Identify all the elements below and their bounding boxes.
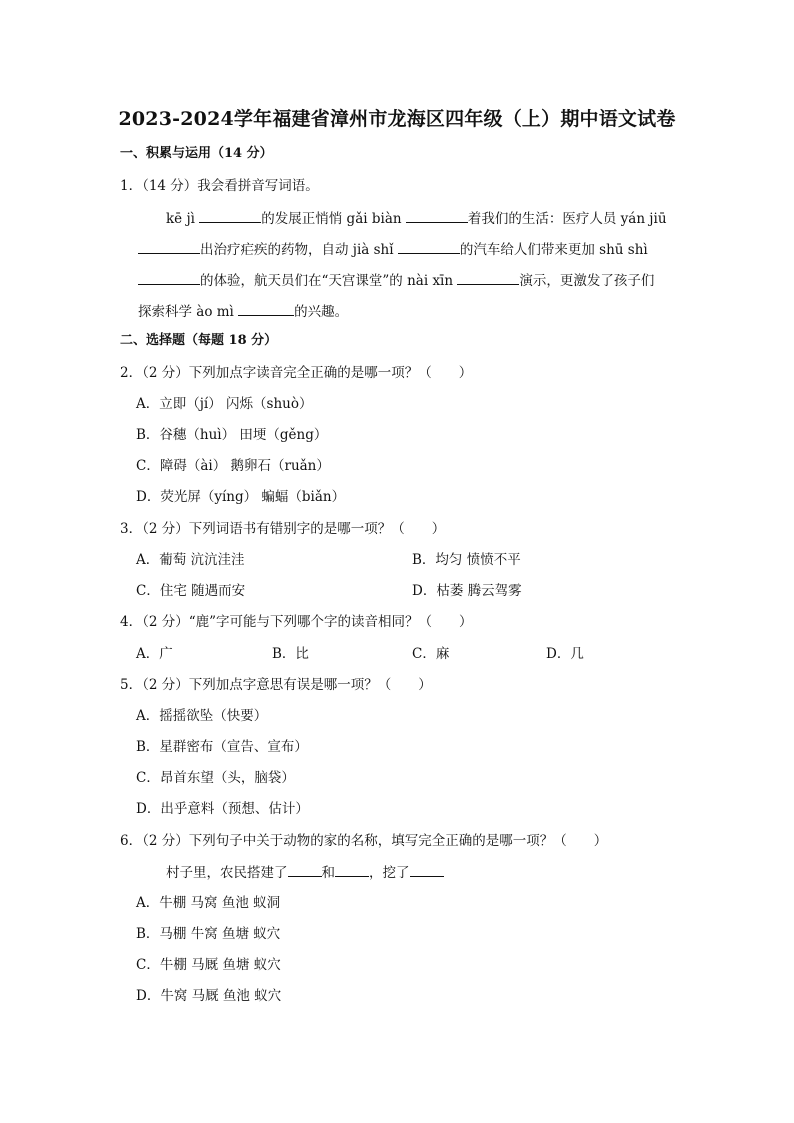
section-2-heading: 二、选择题（每题 18 分） bbox=[120, 333, 278, 348]
answer-blank[interactable] bbox=[138, 239, 200, 254]
section-1-heading: 一、积累与运用（14 分） bbox=[120, 146, 273, 161]
q1-text: 演示，更激发了孩子们 bbox=[519, 273, 655, 289]
q3-option-d[interactable]: D．枯萎 腾云驾雾 bbox=[412, 583, 522, 599]
answer-blank[interactable] bbox=[398, 239, 460, 254]
q6-option-b[interactable]: B．马棚 牛窝 鱼塘 蚁穴 bbox=[136, 926, 281, 942]
q6-sentence bbox=[166, 862, 444, 883]
q1-passage-line-4 bbox=[138, 301, 348, 322]
exam-title: 2023-2024学年福建省漳州市龙海区四年级（上）期中语文试卷 bbox=[118, 108, 676, 130]
q1-passage-line-1 bbox=[166, 208, 667, 229]
q6-text: 和 bbox=[321, 865, 335, 881]
q6-option-d[interactable]: D．牛窝 马厩 鱼池 蚁穴 bbox=[136, 988, 282, 1004]
q1-text: 的兴趣。 bbox=[294, 304, 349, 320]
q1-text: kē jì bbox=[166, 211, 200, 227]
q1-text: 的汽车给人们带来更加 shū shì bbox=[459, 242, 648, 258]
q5-option-b[interactable]: B．星群密布（宣告、宣布） bbox=[136, 739, 308, 755]
q3-stem: 3．（2 分）下列词语书有错别字的是哪一项？（ ） bbox=[120, 521, 446, 537]
q6-option-a[interactable]: A．牛棚 马窝 鱼池 蚁洞 bbox=[136, 895, 281, 911]
q1-text: 的体验，航天员们在“天宫课堂”的 nài xīn bbox=[200, 273, 458, 289]
q3-option-b[interactable]: B．均匀 愤愤不平 bbox=[412, 552, 521, 568]
q5-stem: 5．（2 分）下列加点字意思有误是哪一项？（ ） bbox=[120, 677, 432, 693]
q6-stem: 6．（2 分）下列句子中关于动物的家的名称，填写完全正确的是哪一项？（ ） bbox=[120, 833, 608, 849]
q6-text: 村子里，农民搭建了 bbox=[166, 865, 288, 881]
q1-passage-line-2 bbox=[138, 239, 648, 260]
q3-option-c[interactable]: C．住宅 随遇而安 bbox=[136, 583, 246, 599]
answer-blank[interactable] bbox=[335, 862, 369, 877]
answer-blank[interactable] bbox=[199, 208, 261, 223]
q1-text: 着我们的生活：医疗人员 yán jiū bbox=[467, 211, 667, 227]
q2-option-b[interactable]: B．谷穗（huì） 田埂（gěng） bbox=[136, 427, 328, 443]
q4-option-b[interactable]: B．比 bbox=[272, 646, 309, 662]
q1-text: 探索科学 ào mì bbox=[138, 304, 239, 320]
q2-option-a[interactable]: A．立即（jí） 闪烁（shuò） bbox=[136, 396, 313, 412]
q3-option-a[interactable]: A．葡萄 沆沆洼洼 bbox=[136, 552, 245, 568]
q5-option-d[interactable]: D．出乎意料（预想、估计） bbox=[136, 801, 309, 817]
q4-option-a[interactable]: A．广 bbox=[136, 646, 173, 662]
q5-option-c[interactable]: C．昂首东望（头，脑袋） bbox=[136, 770, 295, 786]
answer-blank[interactable] bbox=[238, 301, 294, 316]
q6-text: ，挖了 bbox=[369, 865, 410, 881]
q2-option-c[interactable]: C．障碍（ài） 鹅卵石（ruǎn） bbox=[136, 458, 330, 474]
q6-option-c[interactable]: C．牛棚 马厩 鱼塘 蚁穴 bbox=[136, 957, 281, 973]
q1-stem: 1．（14 分）我会看拼音写词语。 bbox=[120, 178, 319, 194]
answer-blank[interactable] bbox=[457, 270, 519, 285]
q2-stem: 2．（2 分）下列加点字读音完全正确的是哪一项？（ ） bbox=[120, 365, 473, 381]
q1-text: 出治疗疟疾的药物，自动 jià shǐ bbox=[200, 242, 398, 258]
q1-text: 的发展正悄悄 gǎi biàn bbox=[261, 211, 406, 227]
q1-passage-line-3 bbox=[138, 270, 654, 291]
answer-blank[interactable] bbox=[406, 208, 468, 223]
answer-blank[interactable] bbox=[138, 270, 200, 285]
q5-option-a[interactable]: A．摇摇欲坠（快要） bbox=[136, 708, 268, 724]
answer-blank[interactable] bbox=[288, 862, 322, 877]
q4-stem: 4．（2 分）“鹿”字可能与下列哪个字的读音相同？（ ） bbox=[120, 614, 473, 630]
q4-option-c[interactable]: C．麻 bbox=[412, 646, 450, 662]
answer-blank[interactable] bbox=[410, 862, 444, 877]
q2-option-d[interactable]: D．荧光屏（yíng） 蝙蝠（biǎn） bbox=[136, 489, 346, 505]
q4-option-d[interactable]: D．几 bbox=[546, 646, 584, 662]
